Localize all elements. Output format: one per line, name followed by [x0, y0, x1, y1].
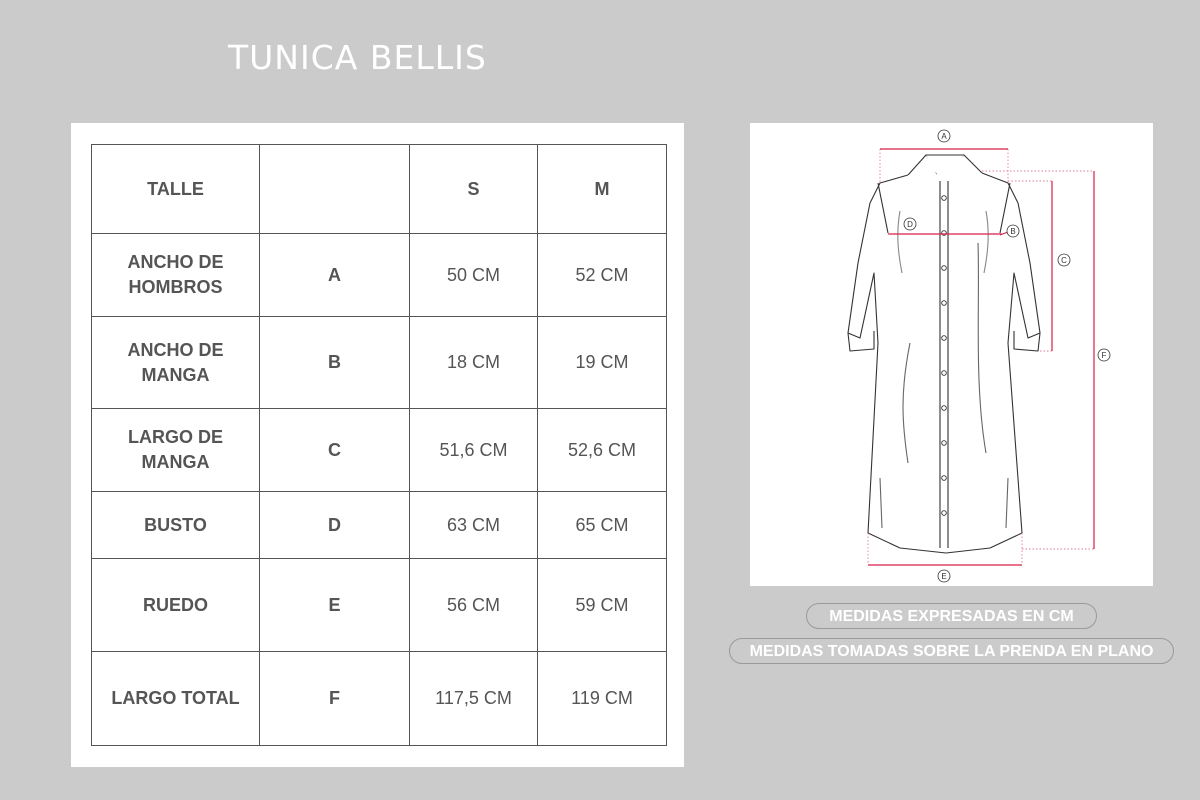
value-s: 117,5 CM [410, 652, 538, 746]
value-m: 52 CM [538, 234, 667, 317]
svg-text:F: F [1101, 351, 1107, 360]
measure-code: F [260, 652, 410, 746]
table-row [92, 234, 667, 317]
measure-code: E [260, 559, 410, 652]
garment-diagram-card [750, 123, 1153, 586]
value-m: 65 CM [538, 492, 667, 559]
value-s: 56 CM [410, 559, 538, 652]
measure-name: BUSTO [92, 492, 260, 559]
measure-name: LARGO DE MANGA [92, 409, 260, 492]
svg-text:A: A [941, 132, 947, 141]
value-s: 18 CM [410, 317, 538, 409]
header-code [260, 145, 410, 234]
svg-text:D: D [907, 220, 913, 229]
method-note-badge: MEDIDAS TOMADAS SOBRE LA PRENDA EN PLANO [729, 638, 1174, 664]
measure-name: LARGO TOTAL [92, 652, 260, 746]
measure-code: C [260, 409, 410, 492]
label-e [938, 570, 950, 582]
svg-text:E: E [941, 572, 947, 581]
svg-text:C: C [1061, 256, 1067, 265]
measure-code: B [260, 317, 410, 409]
table-row [92, 409, 667, 492]
table-row [92, 317, 667, 409]
measure-code: A [260, 234, 410, 317]
size-table [91, 144, 667, 746]
table-header-row [92, 145, 667, 234]
value-m: 59 CM [538, 559, 667, 652]
measure-name: ANCHO DE HOMBROS [92, 234, 260, 317]
measure-name: ANCHO DE MANGA [92, 317, 260, 409]
svg-text:B: B [1010, 227, 1016, 236]
header-talle: TALLE [92, 145, 260, 234]
label-f [1098, 349, 1110, 361]
label-a [938, 130, 950, 142]
label-c [1058, 254, 1070, 266]
value-m: 119 CM [538, 652, 667, 746]
product-title: TUNICA BELLIS [228, 38, 487, 77]
value-s: 50 CM [410, 234, 538, 317]
garment-diagram [750, 123, 1153, 586]
value-m: 52,6 CM [538, 409, 667, 492]
label-d [904, 218, 916, 230]
header-size-s: S [410, 145, 538, 234]
tunic-drawing [848, 155, 1040, 553]
measure-name: RUEDO [92, 559, 260, 652]
header-size-m: M [538, 145, 667, 234]
value-s: 51,6 CM [410, 409, 538, 492]
label-b [1007, 225, 1019, 237]
table-row [92, 492, 667, 559]
measure-code: D [260, 492, 410, 559]
units-note-badge: MEDIDAS EXPRESADAS EN CM [806, 603, 1097, 629]
value-s: 63 CM [410, 492, 538, 559]
table-row [92, 652, 667, 746]
table-row [92, 559, 667, 652]
value-m: 19 CM [538, 317, 667, 409]
size-table-card [71, 123, 684, 767]
